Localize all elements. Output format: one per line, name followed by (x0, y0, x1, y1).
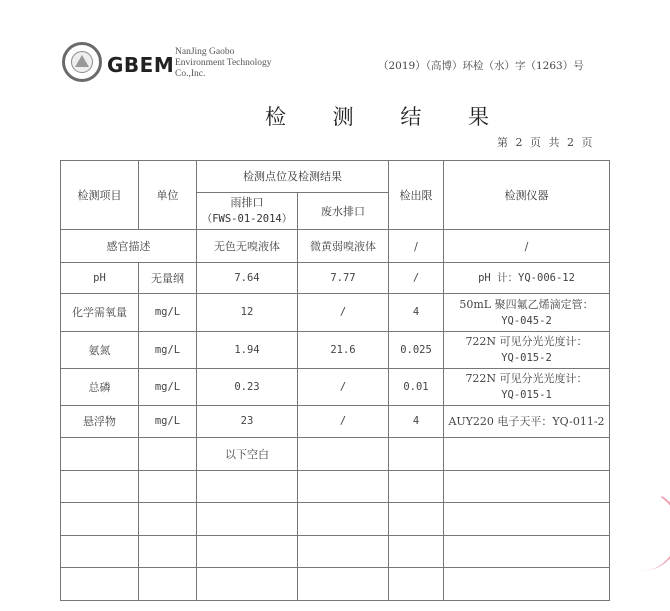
cell-empty (61, 471, 139, 503)
cell-empty (61, 568, 139, 601)
header-limit: 检出限 (389, 161, 444, 230)
instrument-line: 722N 可见分光光度计： (465, 372, 588, 385)
cell-point1: 无色无嗅液体 (197, 230, 298, 263)
header-point2: 废水排口 (298, 193, 389, 230)
cell-empty (444, 438, 610, 471)
cell-unit: mg/L (139, 332, 197, 369)
cell-item: pH (61, 263, 139, 294)
cell-empty (444, 471, 610, 503)
cell-empty (139, 568, 197, 601)
cell-item: 感官描述 (61, 230, 197, 263)
instrument-line: YQ-045-2 (501, 314, 552, 327)
page-title: 检 测 结 果 (265, 105, 510, 129)
cell-empty (444, 568, 610, 601)
cell-empty (197, 471, 298, 503)
cell-instrument: / (444, 230, 610, 263)
cell-empty (298, 503, 389, 536)
cell-point1: 0.23 (197, 369, 298, 406)
cell-point2: / (298, 369, 389, 406)
table-header-row (61, 161, 610, 193)
cell-empty (389, 438, 444, 471)
point1-name: 雨排口 (230, 196, 264, 209)
company-name (175, 47, 272, 80)
cell-point2: 微黄弱嗅液体 (298, 230, 389, 263)
cell-empty (298, 568, 389, 601)
cell-item: 悬浮物 (61, 406, 139, 438)
cell-unit: mg/L (139, 369, 197, 406)
table-row (61, 369, 610, 406)
table-row-empty (61, 471, 610, 503)
cell-unit: 无量纲 (139, 263, 197, 294)
cell-empty (389, 503, 444, 536)
header-points-group: 检测点位及检测结果 (197, 161, 389, 193)
cell-instrument (444, 294, 610, 332)
cell-unit: mg/L (139, 406, 197, 438)
table-row (61, 294, 610, 332)
cell-unit: mg/L (139, 294, 197, 332)
cell-empty (444, 536, 610, 568)
cell-empty (139, 503, 197, 536)
cell-point1: 23 (197, 406, 298, 438)
cell-empty (61, 503, 139, 536)
cell-empty (298, 536, 389, 568)
table-row-empty (61, 536, 610, 568)
table-row (61, 406, 610, 438)
instrument-line: 722N 可见分光光度计： (465, 335, 588, 348)
company-line: NanJing Gaobo (175, 47, 235, 57)
cell-empty (298, 438, 389, 471)
cell-item: 化学需氧量 (61, 294, 139, 332)
cell-point2: / (298, 294, 389, 332)
cell-empty (444, 503, 610, 536)
cell-empty (61, 438, 139, 471)
table-row-empty (61, 568, 610, 601)
cell-empty (139, 536, 197, 568)
table-row (61, 332, 610, 369)
cell-item: 氨氮 (61, 332, 139, 369)
page-number: 第 2 页 共 2 页 (497, 136, 595, 149)
header-instrument: 检测仪器 (444, 161, 610, 230)
instrument-line: 50mL 聚四氟乙烯滴定管： (459, 297, 594, 311)
cell-empty (197, 503, 298, 536)
cell-limit: / (389, 230, 444, 263)
instrument-line: YQ-015-1 (501, 389, 552, 401)
cell-limit: 0.025 (389, 332, 444, 369)
table-row-blank-note (61, 438, 610, 471)
cell-instrument (444, 369, 610, 406)
cell-point1: 7.64 (197, 263, 298, 294)
cell-empty (61, 536, 139, 568)
cell-empty (389, 471, 444, 503)
cell-point2: 21.6 (298, 332, 389, 369)
cell-empty (389, 536, 444, 568)
cell-point1: 12 (197, 294, 298, 332)
document-number: （2019）（高博）环检（水）字（1263）号 (378, 60, 584, 72)
cell-empty (298, 471, 389, 503)
cell-instrument (444, 332, 610, 369)
cell-point2: 7.77 (298, 263, 389, 294)
table-row (61, 263, 610, 294)
cell-empty (139, 438, 197, 471)
cell-point1: 1.94 (197, 332, 298, 369)
instrument-line: YQ-015-2 (501, 352, 552, 364)
header-item: 检测项目 (61, 161, 139, 230)
cell-limit: 4 (389, 406, 444, 438)
blank-note: 以下空白 (197, 438, 298, 471)
table-row-empty (61, 503, 610, 536)
cell-point2: / (298, 406, 389, 438)
company-line: Environment Technology (175, 58, 272, 68)
cell-limit: / (389, 263, 444, 294)
cell-limit: 4 (389, 294, 444, 332)
header-unit: 单位 (139, 161, 197, 230)
header-point1 (197, 193, 298, 230)
seal-emblem-icon (75, 55, 89, 67)
cell-empty (139, 471, 197, 503)
cell-instrument: pH 计：YQ-006-12 (444, 263, 610, 294)
cell-limit: 0.01 (389, 369, 444, 406)
red-stamp-mark (618, 490, 670, 571)
company-line: Co.,Inc. (175, 69, 206, 79)
cell-empty (197, 536, 298, 568)
cell-instrument: AUY220 电子天平：YQ-011-2 (444, 406, 610, 438)
company-seal-logo (62, 42, 102, 82)
table-row-sensory (61, 230, 610, 263)
point1-code: （FWS-01-2014） (201, 213, 293, 225)
cell-empty (197, 568, 298, 601)
cell-empty (389, 568, 444, 601)
results-table (60, 160, 610, 601)
brand-name: GBEM (107, 53, 175, 77)
cell-item: 总磷 (61, 369, 139, 406)
